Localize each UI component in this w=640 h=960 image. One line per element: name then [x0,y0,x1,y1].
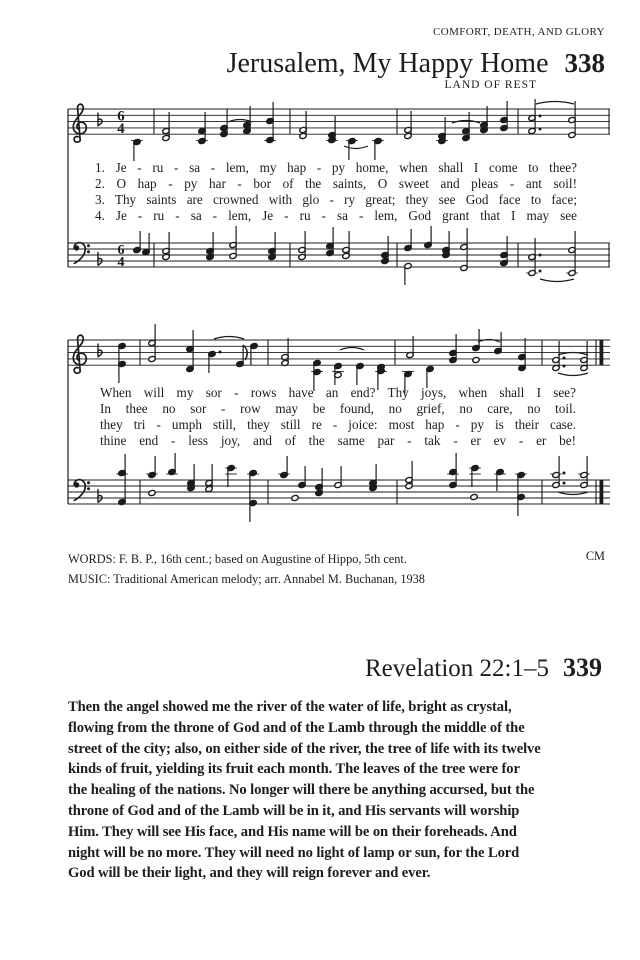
note [186,330,194,372]
time-signature: 6 [117,108,125,125]
note [162,232,170,260]
tie [340,348,364,351]
note [146,456,158,478]
note [404,229,412,251]
note [552,341,566,371]
tie [344,146,368,149]
note [449,334,457,363]
hymn-verse-line: 3. Thy saints are crowned with glo - ry great; they see God face to face; [95,192,577,207]
note [236,345,247,367]
note [278,456,290,478]
note [225,465,237,487]
note [436,117,448,144]
note [405,461,413,489]
note [442,231,450,258]
note [526,238,541,276]
scripture-number: 339 [563,653,602,682]
note [268,232,276,260]
scripture-line: throne of God and of the Lamb will be in it, and His servants will worship [68,802,520,819]
note [148,324,156,362]
note [469,465,481,487]
note [550,456,565,488]
bass-clef-icon [74,480,90,501]
hymn-verse-line: 4. Je - ru - sa - lem, Je - ru - sa - lem, God grant that I may see [95,208,577,223]
note [515,472,527,516]
note [250,343,258,365]
note [372,138,384,160]
note [162,112,170,141]
words-credit: WORDS: F. B. P., 16th cent.; based on Augustine of Hippo, 5th cent. [68,552,407,566]
note [264,102,276,143]
note [206,232,214,260]
note [424,226,432,248]
scripture-line: street of the city; also, on either side of the river, the tree of life with its twelve [68,740,541,757]
scripture-passage [68,697,541,884]
hymn-verse-line: When will my sor - rows have an end? Thy joys, when shall I see? [100,385,576,400]
treble-clef-icon [73,335,86,373]
note [460,228,468,271]
note [528,99,542,134]
tie [540,279,574,282]
time-signature: 4 [117,121,125,138]
tie [558,373,588,376]
verse-block-system2 [100,385,576,449]
note [131,139,143,161]
scripture-line: the healing of the nations. No longer will there be anything accursed, but the [68,782,535,799]
treble-staff [68,324,610,393]
note [205,464,213,492]
scripture-line: flowing from the throne of God and of the Lamb through the middle of the [68,719,525,736]
note [298,231,306,260]
time-signature: 6 [117,242,125,258]
tune-name: LAND OF REST [444,79,537,91]
flat-sign-icon [98,490,102,503]
note [118,343,126,383]
note [580,341,588,371]
note [447,453,459,488]
note [187,464,195,491]
hymn-verse-line: 2. O hap - py har - bor of the saints, O sweet and pleas - ant soil! [95,176,577,191]
scripture-line: kinds of fruit, yielding its fruit each month. The leaves of the tree were for [68,761,520,778]
hymn-verse-line: In thee no sor - row may be found, no grief, no care, no toil. [100,401,576,416]
note [166,453,178,475]
note [566,231,578,276]
verse-block-system1 [95,160,577,224]
credits-block [68,549,425,589]
note [472,357,480,364]
flat-sign-icon [98,253,102,266]
scripture-line: Him. They will see His face, and His name will be on their foreheads. And [68,823,517,840]
note [326,116,338,143]
meter-label: CM [585,549,605,563]
note [315,468,323,496]
note [568,101,576,138]
note [494,332,502,354]
music-credit: MUSIC: Traditional American melody; arr. Annabel M. Buchanan, 1938 [68,572,425,586]
scripture-heading [365,653,602,683]
time-signature: 4 [117,254,125,270]
note [381,236,389,264]
bass-clef-icon [74,243,90,264]
hymn-title-row [227,48,605,80]
note [342,231,350,259]
note [326,227,334,256]
hymn-title: Jerusalem, My Happy Home [226,48,549,79]
note [148,490,156,497]
note [208,351,222,374]
scripture-line: Then the angel showed me the river of the water of life, bright as crystal, [68,699,512,715]
bass-staff [68,453,610,522]
note [247,470,259,522]
note [332,372,344,379]
hymn-verse-line: 1. Je - ru - sa - lem, my hap - py home, when shall I come to thee? [95,160,577,175]
note [356,363,364,385]
note [142,233,150,255]
note [369,464,377,491]
note [291,495,299,502]
note [406,336,414,358]
hymn-number: 338 [564,48,605,78]
treble-staff [68,99,610,161]
tie [214,337,244,340]
note [500,101,508,131]
note [470,494,478,501]
scripture-reference: Revelation 22:1–5 [365,655,549,682]
note [298,466,306,488]
bass-staff [68,226,610,285]
hymn-verse-line: thine end - less joy, and of the same par - tak - er ev - er be! [100,433,576,448]
note [220,109,228,137]
note [404,263,412,285]
note [500,236,508,266]
treble-clef-icon [73,104,86,142]
scripture-line: night will be no more. They will need no light of lamp or sun, for the Lord [68,844,520,861]
hymn-verse-line: they tri - umph still, they still re - joice: most hap - py is their case. [100,417,576,432]
tie [536,102,574,105]
note [133,231,141,253]
note [462,112,470,141]
note [578,456,590,488]
note [334,466,342,488]
scripture-line: God will be their light, and they will reign forever and ever. [68,865,431,882]
note [518,338,526,371]
category-heading: COMFORT, DEATH, AND GLORY [432,26,605,38]
note [480,106,488,133]
